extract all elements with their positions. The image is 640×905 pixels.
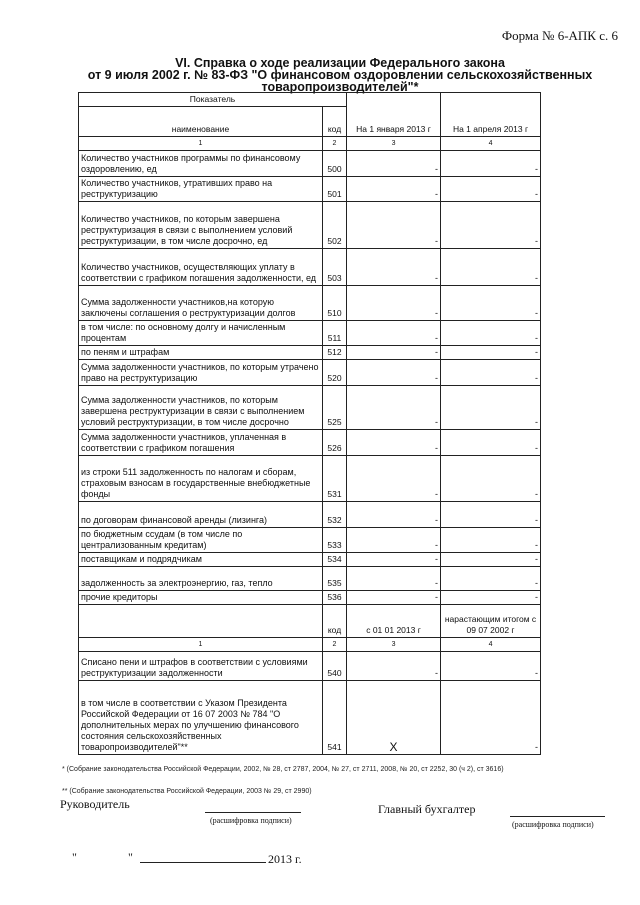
row-value-col4: -: [441, 528, 541, 553]
row-code: 511: [323, 321, 347, 346]
table-row: [79, 151, 541, 177]
row-value-col4: -: [441, 249, 541, 286]
table-row: [79, 553, 541, 567]
footnote-1: * (Собрание законодательства Российской Федерации, 2002, № 28, ст 2787, 2004, № 27, ст 2711, 2008, № 20, ст 2252, 30 (ч 2), ст 3616): [62, 766, 504, 773]
row-value-col4: -: [441, 177, 541, 202]
row-value-col3: -: [347, 502, 441, 528]
row-name: по бюджетным ссудам (в том числе по централизованным кредитам): [79, 528, 323, 553]
row-code: 534: [323, 553, 347, 567]
accountant-label: Главный бухгалтер: [378, 802, 476, 816]
row-value-col3: -: [347, 567, 441, 591]
table-row: [79, 286, 541, 321]
table-row: [79, 652, 541, 681]
col4-header: На 1 апреля 2013 г: [441, 93, 541, 137]
row-code: 500: [323, 151, 347, 177]
row-code: 540: [323, 652, 347, 681]
row-value-col3: -: [347, 151, 441, 177]
date-line: [140, 862, 266, 863]
row-value-col4: -: [441, 151, 541, 177]
row-name: Количество участников, осуществляющих уплату в соответствии с графиком погашения задолженности, ед: [79, 249, 323, 286]
row-value-col4: -: [441, 346, 541, 360]
indicator-header: Показатель: [79, 93, 347, 107]
colnum2-2: 2: [323, 638, 347, 652]
row-code: 533: [323, 528, 347, 553]
footnote-2: ** (Собрание законодательства Российской Федерации, 2003 № 29, ст 2990): [62, 788, 312, 795]
row-code: 532: [323, 502, 347, 528]
row-value-col4: -: [441, 591, 541, 605]
row-code: 510: [323, 286, 347, 321]
row-value-col3: -: [347, 456, 441, 502]
row-value-col4: -: [441, 502, 541, 528]
table-row: [79, 321, 541, 346]
table-row: [79, 502, 541, 528]
row-code: 535: [323, 567, 347, 591]
table-row: [79, 567, 541, 591]
head-signature-line: [205, 812, 301, 813]
row-code: 541: [323, 681, 347, 755]
table-row: [79, 360, 541, 386]
table-row: [79, 430, 541, 456]
colnum2-4: 4: [441, 638, 541, 652]
row-value-col4: -: [441, 386, 541, 430]
table-row: [79, 456, 541, 502]
col4-header-2: нарастающим итогом с 09 07 2002 г: [441, 605, 541, 638]
title-line-2: от 9 июля 2002 г. № 83-ФЗ "О финансовом оздоровлении сельскохозяйственных: [87, 68, 593, 82]
row-name: задолженность за электроэнергию, газ, тепло: [79, 567, 323, 591]
col3-header-2: с 01 01 2013 г: [347, 605, 441, 638]
colnum-4: 4: [441, 137, 541, 151]
col3-header: На 1 января 2013 г: [347, 93, 441, 137]
row-value-col4: -: [441, 652, 541, 681]
row-name: Количество участников, по которым завершена реструктуризация в связи с выполнением условий реструктуризации, в том числе досрочно, ед: [79, 202, 323, 249]
row-name: по договорам финансовой аренды (лизинга): [79, 502, 323, 528]
table-row: [79, 346, 541, 360]
row-code: 501: [323, 177, 347, 202]
row-value-col4: -: [441, 202, 541, 249]
row-value-col3: -: [347, 202, 441, 249]
row-value-col4: -: [441, 456, 541, 502]
row-value-col4: -: [441, 553, 541, 567]
code-header-2: код: [323, 605, 347, 638]
row-value-col3: -: [347, 652, 441, 681]
colnum2-1: 1: [79, 638, 323, 652]
colnum2-3: 3: [347, 638, 441, 652]
accountant-decode-label: (расшифровка подписи): [512, 820, 594, 829]
colnum-2: 2: [323, 137, 347, 151]
date-quote-close: ": [128, 850, 133, 864]
row-name: прочие кредиторы: [79, 591, 323, 605]
table-row: [79, 681, 541, 755]
row-code: 525: [323, 386, 347, 430]
date-quote-open: ": [72, 850, 77, 864]
form-number: Форма № 6-АПК с. 6: [501, 28, 618, 43]
row-name: Сумма задолженности участников,на которую заключены соглашения о реструктуризации долгов: [79, 286, 323, 321]
title-line-3: товаропроизводителей"*: [261, 80, 419, 94]
table-row: [79, 528, 541, 553]
accountant-signature-line: [510, 816, 605, 817]
title-line-1: VI. Справка о ходе реализации Федерального закона: [175, 56, 505, 70]
row-name: Сумма задолженности участников, уплаченная в соответствии с графиком погашения: [79, 430, 323, 456]
row-name: в том числе в соответствии с Указом Президента Российской Федерации от 16 07 2003 № 784 "О дополнительных мерах по улучшению финансового состояния сельскохозяйственных товаропроизводителей"**: [79, 681, 323, 755]
colnum-1: 1: [79, 137, 323, 151]
row-name: из строки 511 задолженность по налогам и сборам, страховым взносам в государственные внебюджетные фонды: [79, 456, 323, 502]
row-value-col3: -: [347, 286, 441, 321]
table-row: [79, 386, 541, 430]
name-header: наименование: [79, 107, 323, 137]
row-value-col4: -: [441, 286, 541, 321]
row-name: Количество участников, утративших право на реструктуризацию: [79, 177, 323, 202]
row-value-col3: -: [347, 346, 441, 360]
row-code: 520: [323, 360, 347, 386]
date-year: 2013 г.: [268, 852, 302, 866]
report-table: [78, 92, 541, 755]
table-row: [79, 591, 541, 605]
row-name: Списано пени и штрафов в соответствии с условиями реструктуризации задолженности: [79, 652, 323, 681]
head-decode-label: (расшифровка подписи): [210, 816, 292, 825]
row-value-col3: -: [347, 430, 441, 456]
row-value-col3: -: [347, 591, 441, 605]
colnum-3: 3: [347, 137, 441, 151]
row-name: Сумма задолженности участников, по которым утрачено право на реструктуризацию: [79, 360, 323, 386]
row-name: поставщикам и подрядчикам: [79, 553, 323, 567]
row-value-col4: -: [441, 430, 541, 456]
row-value-col4: -: [441, 567, 541, 591]
row-code: 531: [323, 456, 347, 502]
row-value-col4: -: [441, 360, 541, 386]
row-code: 526: [323, 430, 347, 456]
row-code: 536: [323, 591, 347, 605]
row-code: 502: [323, 202, 347, 249]
row-code: 512: [323, 346, 347, 360]
row-name: в том числе: по основному долгу и начисленным процентам: [79, 321, 323, 346]
table-row: [79, 177, 541, 202]
row-code: 503: [323, 249, 347, 286]
row-value-col3: X: [347, 681, 441, 755]
row-value-col3: -: [347, 528, 441, 553]
table-row: [79, 202, 541, 249]
row-value-col3: -: [347, 249, 441, 286]
row-name: Количество участников программы по финансовому оздоровлению, ед: [79, 151, 323, 177]
row-name: Сумма задолженности участников, по которым завершена реструктуризации в связи с выполнением условий реструктуризации, в том числе досрочно: [79, 386, 323, 430]
table-row: [79, 249, 541, 286]
row-value-col4: -: [441, 681, 541, 755]
row-value-col3: -: [347, 321, 441, 346]
row-value-col3: -: [347, 553, 441, 567]
row-value-col3: -: [347, 177, 441, 202]
row-value-col4: -: [441, 321, 541, 346]
row-value-col3: -: [347, 360, 441, 386]
row-value-col3: -: [347, 386, 441, 430]
row-name: по пеням и штрафам: [79, 346, 323, 360]
head-label: Руководитель: [60, 797, 130, 811]
code-header: код: [323, 107, 347, 137]
